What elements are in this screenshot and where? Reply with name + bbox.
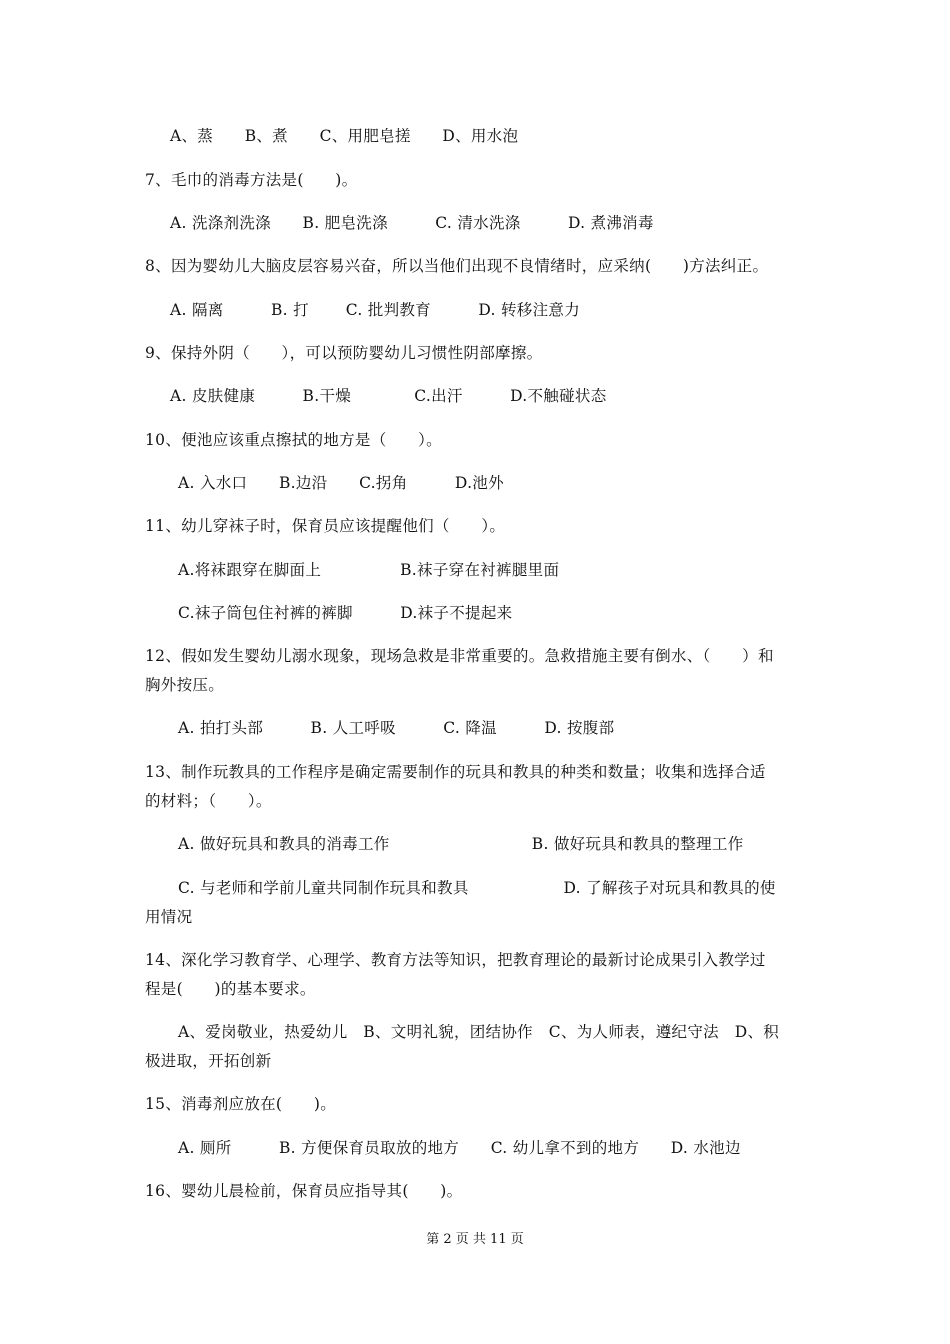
q13-options-row3: 用情况 [145,908,193,926]
q8-question: 8、因为婴幼儿大脑皮层容易兴奋，所以当他们出现不良情绪时，应采纳( )方法纠正。 [145,257,769,275]
q11-options-row2: C.袜子筒包住衬裤的裤脚 D.袜子不提起来 [178,604,513,622]
q13-question-line2: 的材料；（ ）。 [145,792,272,810]
q11-options-row1: A.将袜跟穿在脚面上 B.袜子穿在衬裤腿里面 [178,561,560,579]
q12-options: A. 拍打头部 B. 人工呼吸 C. 降温 D. 按腹部 [178,719,615,737]
q10-options: A. 入水口 B.边沿 C.拐角 D.池外 [178,474,504,492]
q12-question-line2: 胸外按压。 [145,676,225,694]
q12-question-line1: 12、假如发生婴幼儿溺水现象，现场急救是非常重要的。急救措施主要有倒水、（ ）和 [145,647,774,665]
page-footer: 第 2 页 共 11 页 [426,1232,524,1247]
q7-question: 7、毛巾的消毒方法是( )。 [145,171,358,189]
q10-question: 10、便池应该重点擦拭的地方是（ ）。 [145,431,442,449]
q14-question-line2: 程是( )的基本要求。 [145,980,316,998]
q14-options-line2: 极进取，开拓创新 [145,1052,272,1070]
q15-options: A. 厕所 B. 方便保育员取放的地方 C. 幼儿拿不到的地方 D. 水池边 [178,1139,741,1157]
q16-question: 16、婴幼儿晨检前，保育员应指导其( )。 [145,1182,463,1200]
q8-options: A. 隔离 B. 打 C. 批判教育 D. 转移注意力 [170,301,581,319]
q14-options-line1: A、爱岗敬业，热爱幼儿 B、文明礼貌，团结协作 C、为人师表，遵纪守法 D、积 [178,1023,780,1041]
q11-question: 11、幼儿穿袜子时，保育员应该提醒他们（ ）。 [145,517,506,535]
q9-options: A. 皮肤健康 B.干燥 C.出汗 D.不触碰状态 [170,387,607,405]
q6-options: A、蒸 B、煮 C、用肥皂搓 D、用水泡 [170,127,519,145]
q15-question: 15、消毒剂应放在( )。 [145,1095,337,1113]
q13-options-row1: A. 做好玩具和教具的消毒工作 B. 做好玩具和教具的整理工作 [178,835,744,853]
q7-options: A. 洗涤剂洗涤 B. 肥皂洗涤 C. 清水洗涤 D. 煮沸消毒 [170,214,654,232]
q13-options-row2: C. 与老师和学前儿童共同制作玩具和教具 D. 了解孩子对玩具和教具的使 [178,879,776,897]
q9-question: 9、保持外阴（ ），可以预防婴幼儿习惯性阴部摩擦。 [145,344,543,362]
q14-question-line1: 14、深化学习教育学、心理学、教育方法等知识，把教育理论的最新讨论成果引入教学过 [145,951,766,969]
q13-question-line1: 13、制作玩教具的工作程序是确定需要制作的玩具和教具的种类和数量；收集和选择合适 [145,763,766,781]
